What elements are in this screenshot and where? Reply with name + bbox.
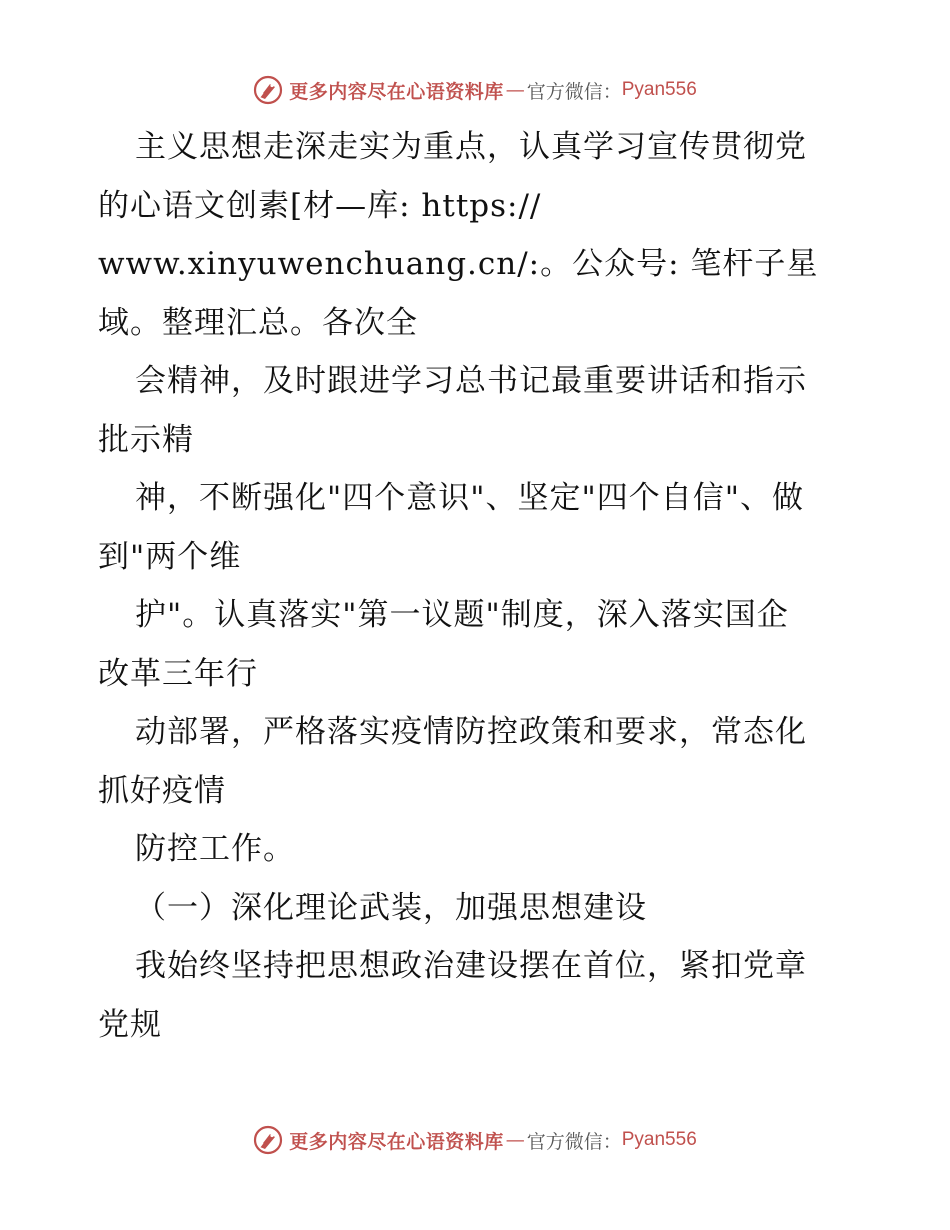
watermark-separator: — bbox=[505, 1129, 525, 1151]
body-text-line: 动部署，严格落实疫情防控政策和要求，常态化 bbox=[135, 714, 807, 750]
body-text-line: （一）深化理论武装，加强思想建设 bbox=[135, 889, 647, 926]
watermark-separator: — bbox=[505, 79, 525, 101]
watermark-main-text: 更多内容尽在心语资料库 bbox=[289, 80, 504, 103]
body-text-line: 到"两个维 bbox=[98, 538, 242, 575]
watermark-sub-text: 官方微信： bbox=[526, 1130, 622, 1153]
document-body bbox=[98, 118, 858, 1054]
body-text-line: 我始终坚持把思想政治建设摆在首位，紧扣党章 bbox=[135, 948, 807, 984]
pen-nib-logo-icon bbox=[253, 1125, 283, 1155]
body-text-line: 改革三年行 bbox=[98, 655, 258, 692]
watermark-wechat-id: Pyan556 bbox=[621, 1129, 697, 1150]
body-text-line: 护"。认真落实"第一议题"制度，深入落实国企 bbox=[135, 597, 789, 633]
body-text-line: 抓好疫情 bbox=[98, 772, 226, 809]
watermark-sub-text: 官方微信： bbox=[526, 80, 622, 103]
body-text-line: 批示精 bbox=[98, 421, 194, 458]
body-text-line: 党规 bbox=[98, 1006, 162, 1043]
watermark-main-text: 更多内容尽在心语资料库 bbox=[289, 1130, 504, 1153]
body-text-line: 域。整理汇总。各次全 bbox=[98, 304, 418, 341]
body-text-line: 防控工作。 bbox=[135, 831, 295, 867]
header-watermark bbox=[0, 72, 950, 108]
footer-watermark bbox=[0, 1122, 950, 1158]
body-text-line: 的心语文创素[材—库: https:// bbox=[98, 187, 542, 224]
body-text-line: 神，不断强化"四个意识"、坚定"四个自信"、做 bbox=[135, 480, 805, 516]
body-text-line: www.xinyuwenchuang.cn/:。公众号: 笔杆子星 bbox=[98, 246, 819, 282]
body-text-line: 主义思想走深走实为重点，认真学习宣传贯彻党 bbox=[135, 129, 807, 165]
watermark-wechat-id: Pyan556 bbox=[621, 79, 697, 100]
pen-nib-logo-icon bbox=[253, 75, 283, 105]
body-text-line: 会精神，及时跟进学习总书记最重要讲话和指示 bbox=[135, 363, 807, 399]
